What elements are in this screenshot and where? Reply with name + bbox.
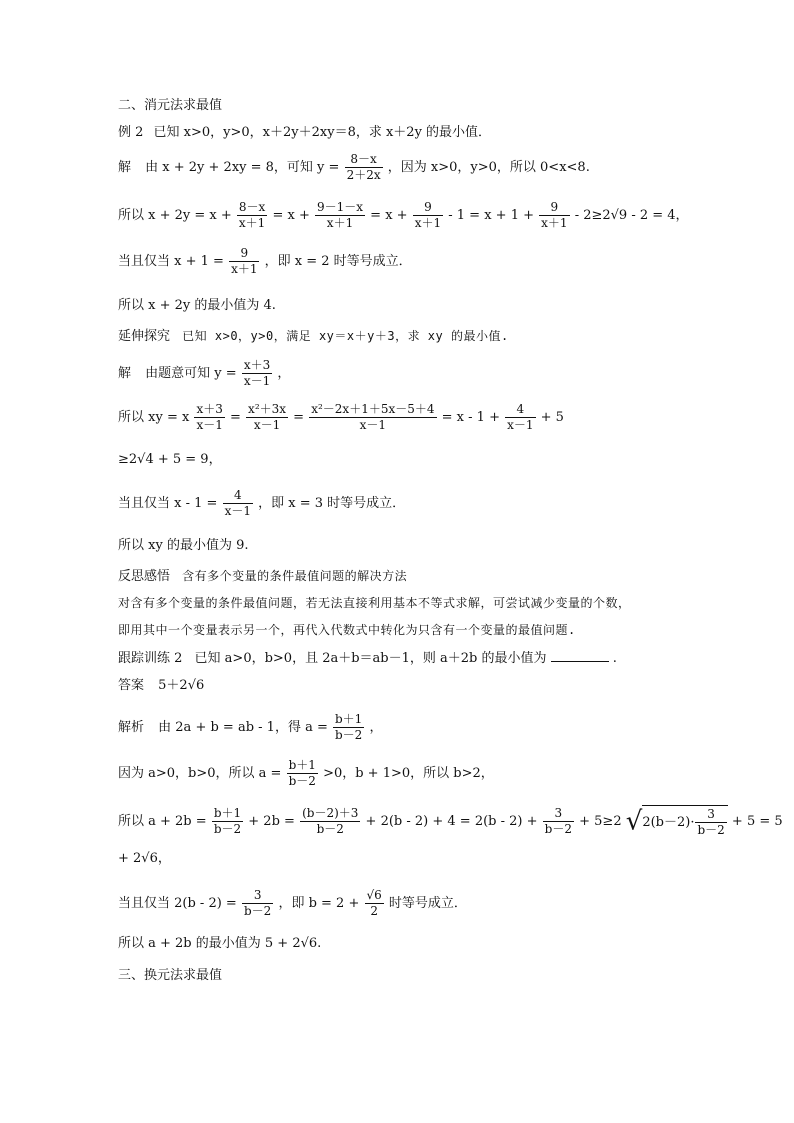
numerator: b＋1: [213, 806, 242, 820]
reflection-title-line: [118, 567, 407, 586]
radicand-text: 2(b－2)·: [642, 815, 695, 830]
tracking-text: 已知 a>0，b>0，且 2a＋b＝ab－1，则 a＋2b 的最小值为: [194, 651, 547, 666]
denominator: x－1: [243, 374, 271, 388]
solution-line-1: [118, 152, 590, 183]
fraction: [300, 806, 360, 837]
extension-line: [118, 327, 509, 346]
tracking-label: 跟踪训练 2: [118, 651, 183, 666]
math-text: + 5: [540, 410, 564, 425]
reflection-text-2: 即用其中一个变量表示另一个，再代入代数式中转化为只含有一个变量的最值问题.: [118, 623, 576, 637]
math-text: 时等号成立．: [388, 896, 467, 911]
math-text: - 1 = x + 1 +: [448, 208, 534, 223]
solution-label: 解: [118, 160, 132, 175]
math-text: 当且仅当 2(b - 2) =: [118, 896, 237, 911]
fraction: [246, 402, 288, 433]
math-text: ，即 b = 2 +: [278, 896, 360, 911]
fraction: [309, 402, 436, 433]
analysis-conclusion: 所以 a + 2b 的最小值为 5 + 2√6.: [118, 936, 322, 951]
answer-blank: [551, 649, 609, 662]
denominator: x＋1: [238, 216, 266, 230]
tracking-exercise-line: [118, 649, 617, 668]
fraction: [505, 402, 535, 433]
extension-text: 已知 x>0，y>0，满足 xy＝x＋y＋3，求 xy 的最小值.: [182, 329, 509, 343]
numerator: x＋3: [243, 358, 271, 372]
fraction: [543, 806, 574, 837]
denominator: x＋1: [414, 216, 442, 230]
solution-label: 解: [118, 366, 132, 381]
example-label: 例 2: [118, 125, 144, 140]
numerator: b＋1: [288, 758, 316, 772]
reflection-title: 含有多个变量的条件最值问题的解决方法: [182, 569, 408, 583]
math-text: 由 2a + b = ab - 1，得 a =: [158, 720, 328, 735]
fraction: [223, 488, 253, 519]
denominator: b－2: [697, 823, 725, 837]
fraction: [539, 200, 569, 231]
tracking-end: .: [612, 651, 617, 666]
math-text: 由 x + 2y + 2xy = 8，可知 y =: [145, 160, 340, 175]
math-text: - 2≥2√9 - 2 = 4，: [574, 208, 689, 223]
denominator: b－2: [288, 774, 316, 788]
denominator: x－1: [359, 418, 387, 432]
math-text: 由题意可知 y =: [145, 366, 237, 381]
numerator: 3: [695, 807, 726, 823]
math-text: = x +: [370, 208, 408, 223]
square-root: √2(b－2)· $\frac{3}{b-2}$: [626, 805, 728, 838]
math-text: = x - 1 +: [441, 410, 500, 425]
analysis-line-1: [118, 712, 382, 743]
section-heading-substitution: 三、换元法求最值: [118, 968, 223, 983]
answer-label: 答案: [118, 678, 145, 693]
math-text: + 2b =: [248, 814, 295, 829]
ext-solution-line-4: [118, 488, 405, 519]
ext-solution-line-1: [118, 358, 290, 389]
math-text: =: [230, 410, 241, 425]
math-text: 当且仅当 x + 1 =: [118, 254, 224, 269]
numerator: 8－x: [238, 200, 266, 214]
denominator: x－1: [253, 418, 281, 432]
analysis-line-4: + 2√6，: [118, 851, 171, 866]
denominator: x＋1: [231, 262, 258, 276]
numerator: 4: [223, 488, 253, 504]
reflection-text-1: 对含有多个变量的条件最值问题，若无法直接利用基本不等式求解，可尝试减少变量的个数，: [118, 596, 631, 610]
ext-solution-conclusion: 所以 xy 的最小值为 9.: [118, 538, 249, 553]
denominator: x－1: [224, 504, 251, 518]
math-text: ，即 x = 2 时等号成立．: [264, 254, 412, 269]
solution-conclusion: 所以 x + 2y 的最小值为 4.: [118, 298, 276, 313]
math-text: 所以 x + 2y = x +: [118, 208, 232, 223]
numerator: x²＋3x: [248, 402, 287, 416]
fraction: [229, 246, 259, 277]
analysis-label: 解析: [118, 720, 145, 735]
fraction: [695, 807, 726, 838]
denominator: x＋1: [326, 216, 354, 230]
numerator: 8－x: [345, 152, 383, 168]
numerator: x²－2x＋1＋5x－5＋4: [311, 402, 435, 416]
math-text: ，: [369, 720, 383, 735]
math-text: =: [293, 410, 305, 425]
fraction: [345, 152, 383, 183]
fraction: [315, 200, 365, 231]
math-text: ，因为 x>0，y>0，所以 0<x<8.: [387, 160, 590, 175]
math-text: + 5 = 5: [731, 814, 783, 829]
numerator: 3: [242, 888, 273, 904]
ext-solution-line-3: ≥2√4 + 5 = 9，: [118, 452, 222, 467]
fraction: [413, 200, 443, 231]
analysis-line-3: [118, 805, 783, 838]
numerator: 9: [413, 200, 443, 216]
math-text: + 2(b - 2) + 4 = 2(b - 2) +: [365, 814, 538, 829]
denominator: x－1: [507, 418, 534, 432]
numerator: (b－2)＋3: [302, 806, 359, 820]
example-2-line: [118, 124, 491, 142]
fraction: [242, 888, 273, 919]
denominator: 2＋2x: [346, 168, 381, 182]
numerator: 3: [543, 806, 574, 822]
answer-value: 5＋2√6: [158, 678, 205, 693]
denominator: b－2: [243, 904, 272, 918]
numerator: x＋3: [196, 402, 223, 416]
reflection-label: 反思感悟: [118, 569, 171, 584]
fraction: [365, 888, 384, 919]
fraction: [333, 712, 364, 743]
numerator: 9: [539, 200, 569, 216]
denominator: 2: [370, 904, 378, 918]
extension-label: 延伸探究: [118, 329, 171, 344]
fraction: [212, 806, 243, 837]
fraction: [237, 200, 267, 231]
math-text: + 5≥2: [579, 814, 622, 829]
math-text: ，: [277, 366, 291, 381]
math-text: 因为 a>0，b>0，所以 a =: [118, 766, 282, 781]
fraction: [194, 402, 224, 433]
denominator: b－2: [335, 728, 363, 742]
numerator: √6: [366, 888, 382, 902]
denominator: b－2: [316, 822, 344, 836]
answer-line: [118, 677, 204, 695]
math-text: = x +: [272, 208, 310, 223]
math-text: >0，b + 1>0，所以 b>2，: [323, 766, 494, 781]
ext-solution-line-2: [118, 402, 564, 433]
analysis-line-2: [118, 758, 494, 789]
denominator: b－2: [213, 822, 242, 836]
analysis-line-5: [118, 888, 467, 919]
numerator: b＋1: [335, 712, 363, 726]
solution-line-3: [118, 246, 412, 277]
math-text: 当且仅当 x - 1 =: [118, 496, 218, 511]
numerator: 9－1－x: [316, 200, 364, 214]
section-heading-elimination: 二、消元法求最值: [118, 98, 223, 113]
math-text: ，即 x = 3 时等号成立．: [258, 496, 406, 511]
fraction: [287, 758, 318, 789]
example-text: 已知 x>0，y>0，x＋2y＋2xy＝8，求 x＋2y 的最小值．: [153, 125, 492, 140]
solution-line-2: [118, 200, 689, 231]
denominator: x－1: [196, 418, 223, 432]
fraction: [242, 358, 272, 389]
denominator: x＋1: [541, 216, 568, 230]
denominator: b－2: [544, 822, 572, 836]
math-text: 所以 a + 2b =: [118, 814, 207, 829]
numerator: 4: [505, 402, 535, 418]
math-text: 所以 xy = x: [118, 410, 190, 425]
numerator: 9: [229, 246, 259, 262]
